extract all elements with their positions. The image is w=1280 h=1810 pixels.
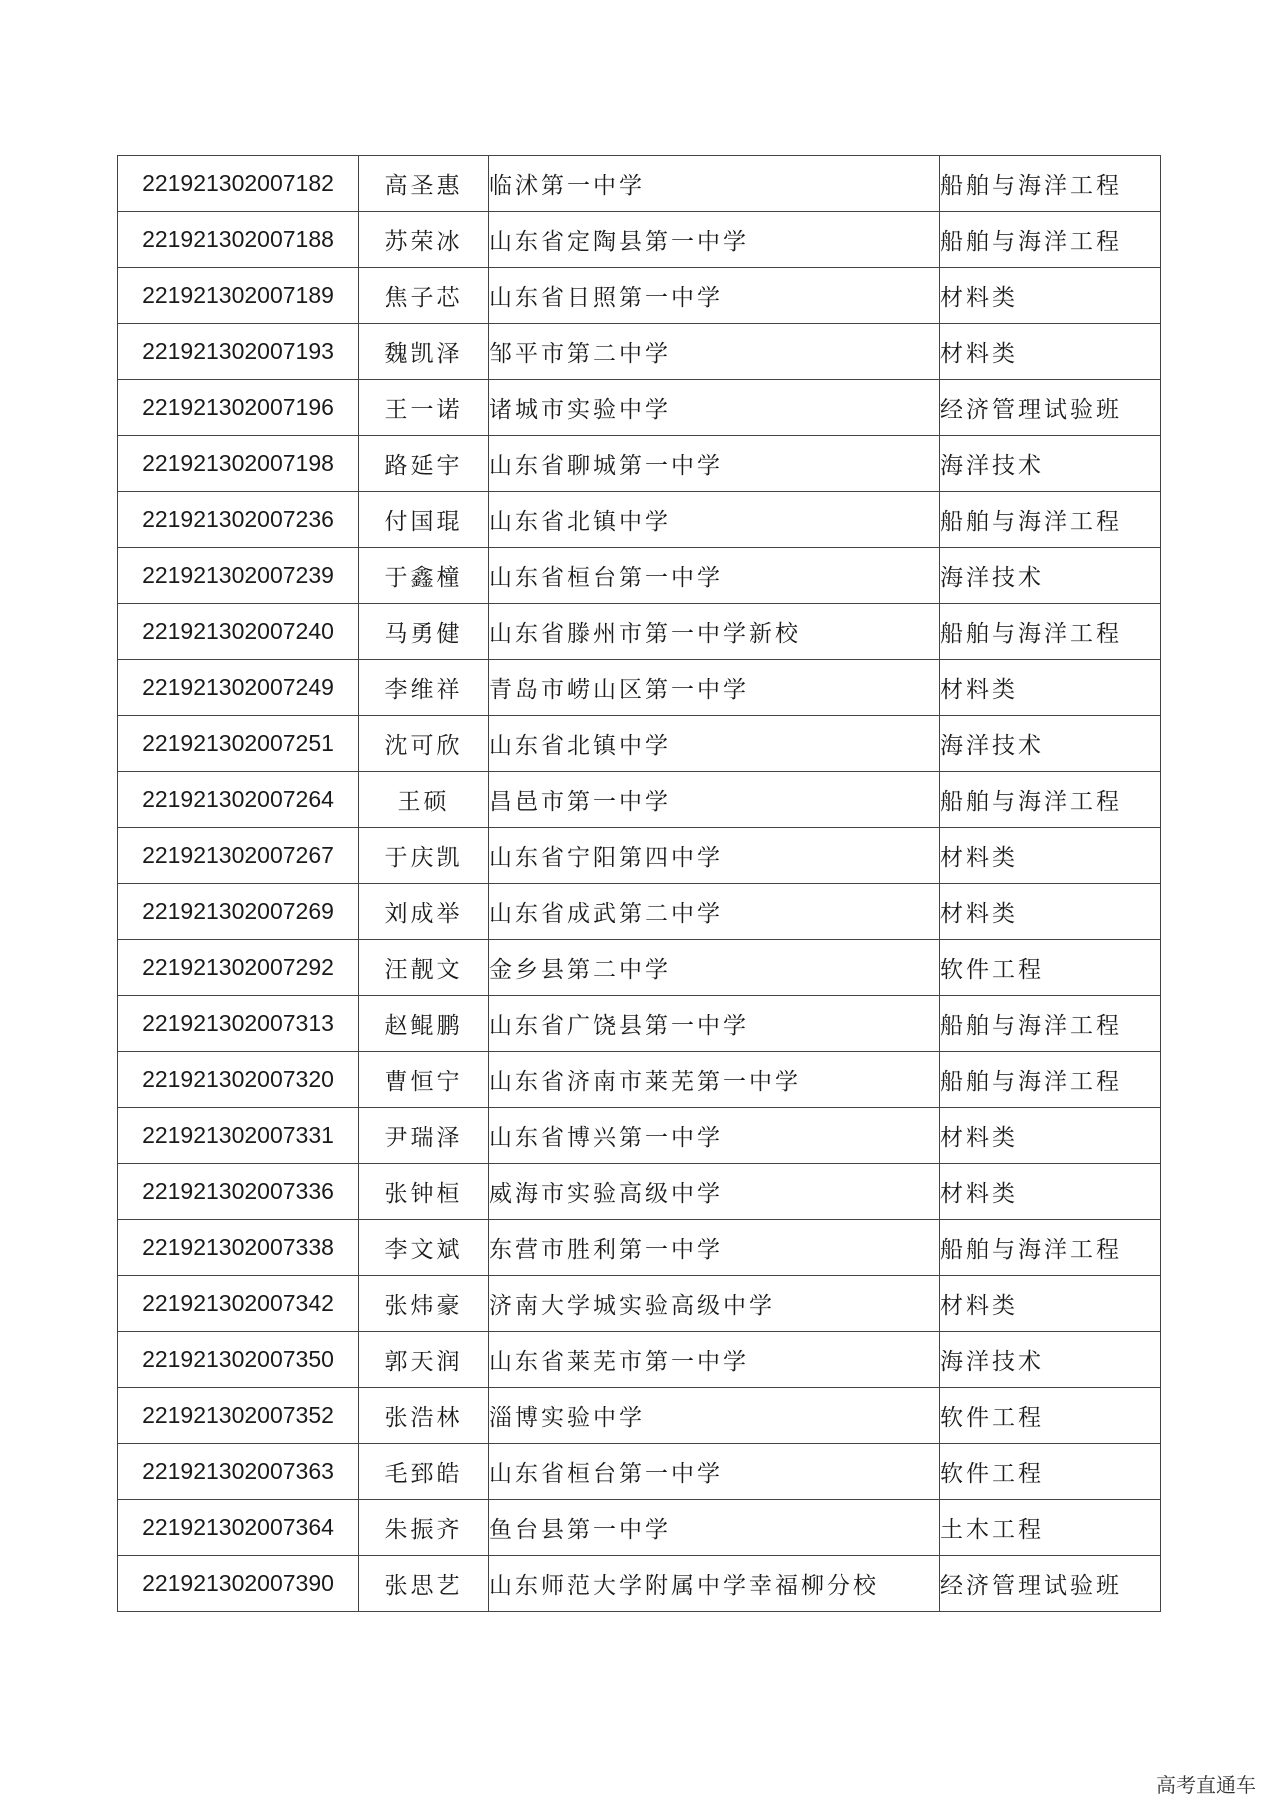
school-name-cell: 诸城市实验中学 <box>489 380 940 436</box>
exam-id-cell: 221921302007269 <box>118 884 359 940</box>
major-cell: 海洋技术 <box>940 548 1161 604</box>
school-name-cell: 山东省日照第一中学 <box>489 268 940 324</box>
table-row <box>118 1332 1161 1388</box>
major-cell: 材料类 <box>940 884 1161 940</box>
major-cell: 船舶与海洋工程 <box>940 996 1161 1052</box>
major-cell: 软件工程 <box>940 1444 1161 1500</box>
student-name-cell: 张浩林 <box>359 1388 489 1444</box>
school-name-cell: 淄博实验中学 <box>489 1388 940 1444</box>
major-cell: 海洋技术 <box>940 1332 1161 1388</box>
student-name-cell: 曹恒宁 <box>359 1052 489 1108</box>
student-name-cell: 尹瑞泽 <box>359 1108 489 1164</box>
school-name-cell: 山东省济南市莱芜第一中学 <box>489 1052 940 1108</box>
major-cell: 材料类 <box>940 660 1161 716</box>
major-cell: 船舶与海洋工程 <box>940 212 1161 268</box>
school-name-cell: 金乡县第二中学 <box>489 940 940 996</box>
student-name-cell: 于庆凯 <box>359 828 489 884</box>
student-name-cell: 张思艺 <box>359 1556 489 1612</box>
major-cell: 材料类 <box>940 268 1161 324</box>
table-row <box>118 716 1161 772</box>
student-name-cell: 张钟桓 <box>359 1164 489 1220</box>
student-name-cell: 赵鲲鹏 <box>359 996 489 1052</box>
major-cell: 材料类 <box>940 1108 1161 1164</box>
table-row <box>118 1500 1161 1556</box>
exam-id-cell: 221921302007251 <box>118 716 359 772</box>
student-name-cell: 王一诺 <box>359 380 489 436</box>
major-cell: 软件工程 <box>940 1388 1161 1444</box>
student-name-cell: 于鑫橦 <box>359 548 489 604</box>
exam-id-cell: 221921302007240 <box>118 604 359 660</box>
exam-id-cell: 221921302007342 <box>118 1276 359 1332</box>
student-name-cell: 李文斌 <box>359 1220 489 1276</box>
student-name-cell: 沈可欣 <box>359 716 489 772</box>
major-cell: 船舶与海洋工程 <box>940 604 1161 660</box>
table-row <box>118 996 1161 1052</box>
exam-id-cell: 221921302007236 <box>118 492 359 548</box>
school-name-cell: 青岛市崂山区第一中学 <box>489 660 940 716</box>
student-name-cell: 马勇健 <box>359 604 489 660</box>
student-name-cell: 张炜豪 <box>359 1276 489 1332</box>
major-cell: 船舶与海洋工程 <box>940 492 1161 548</box>
table-row <box>118 884 1161 940</box>
major-cell: 海洋技术 <box>940 436 1161 492</box>
table-row <box>118 268 1161 324</box>
exam-id-cell: 221921302007182 <box>118 156 359 212</box>
school-name-cell: 山东省北镇中学 <box>489 492 940 548</box>
school-name-cell: 山东省宁阳第四中学 <box>489 828 940 884</box>
school-name-cell: 济南大学城实验高级中学 <box>489 1276 940 1332</box>
major-cell: 船舶与海洋工程 <box>940 156 1161 212</box>
table-row <box>118 324 1161 380</box>
table-body <box>118 156 1161 1612</box>
exam-id-cell: 221921302007313 <box>118 996 359 1052</box>
exam-id-cell: 221921302007267 <box>118 828 359 884</box>
student-name-cell: 李维祥 <box>359 660 489 716</box>
exam-id-cell: 221921302007264 <box>118 772 359 828</box>
exam-id-cell: 221921302007331 <box>118 1108 359 1164</box>
exam-id-cell: 221921302007363 <box>118 1444 359 1500</box>
school-name-cell: 临沭第一中学 <box>489 156 940 212</box>
table-row <box>118 1220 1161 1276</box>
table-row <box>118 1276 1161 1332</box>
table-row <box>118 492 1161 548</box>
document-page <box>117 155 1160 1612</box>
table-row <box>118 156 1161 212</box>
major-cell: 材料类 <box>940 1164 1161 1220</box>
table-row <box>118 1388 1161 1444</box>
exam-id-cell: 221921302007364 <box>118 1500 359 1556</box>
major-cell: 材料类 <box>940 828 1161 884</box>
student-name-cell: 焦子芯 <box>359 268 489 324</box>
school-name-cell: 山东省桓台第一中学 <box>489 1444 940 1500</box>
school-name-cell: 山东省广饶县第一中学 <box>489 996 940 1052</box>
table-row <box>118 1444 1161 1500</box>
major-cell: 软件工程 <box>940 940 1161 996</box>
exam-id-cell: 221921302007338 <box>118 1220 359 1276</box>
major-cell: 船舶与海洋工程 <box>940 1220 1161 1276</box>
student-name-cell: 郭天润 <box>359 1332 489 1388</box>
table-row <box>118 1164 1161 1220</box>
major-cell: 船舶与海洋工程 <box>940 1052 1161 1108</box>
school-name-cell: 山东省北镇中学 <box>489 716 940 772</box>
school-name-cell: 山东师范大学附属中学幸福柳分校 <box>489 1556 940 1612</box>
exam-id-cell: 221921302007350 <box>118 1332 359 1388</box>
major-cell: 经济管理试验班 <box>940 380 1161 436</box>
table-row <box>118 548 1161 604</box>
major-cell: 材料类 <box>940 1276 1161 1332</box>
exam-id-cell: 221921302007189 <box>118 268 359 324</box>
student-name-cell: 高圣惠 <box>359 156 489 212</box>
exam-id-cell: 221921302007188 <box>118 212 359 268</box>
exam-id-cell: 221921302007292 <box>118 940 359 996</box>
school-name-cell: 鱼台县第一中学 <box>489 1500 940 1556</box>
major-cell: 海洋技术 <box>940 716 1161 772</box>
table-row <box>118 828 1161 884</box>
school-name-cell: 威海市实验高级中学 <box>489 1164 940 1220</box>
school-name-cell: 昌邑市第一中学 <box>489 772 940 828</box>
table-row <box>118 1108 1161 1164</box>
exam-id-cell: 221921302007196 <box>118 380 359 436</box>
school-name-cell: 山东省定陶县第一中学 <box>489 212 940 268</box>
major-cell: 土木工程 <box>940 1500 1161 1556</box>
table-row <box>118 772 1161 828</box>
table-row <box>118 1052 1161 1108</box>
student-name-cell: 魏凯泽 <box>359 324 489 380</box>
exam-id-cell: 221921302007336 <box>118 1164 359 1220</box>
major-cell: 材料类 <box>940 324 1161 380</box>
school-name-cell: 邹平市第二中学 <box>489 324 940 380</box>
exam-id-cell: 221921302007239 <box>118 548 359 604</box>
school-name-cell: 山东省博兴第一中学 <box>489 1108 940 1164</box>
exam-id-cell: 221921302007249 <box>118 660 359 716</box>
school-name-cell: 山东省莱芜市第一中学 <box>489 1332 940 1388</box>
exam-id-cell: 221921302007320 <box>118 1052 359 1108</box>
student-name-cell: 汪靓文 <box>359 940 489 996</box>
major-cell: 船舶与海洋工程 <box>940 772 1161 828</box>
table-row <box>118 1556 1161 1612</box>
table-row <box>118 212 1161 268</box>
school-name-cell: 山东省聊城第一中学 <box>489 436 940 492</box>
exam-id-cell: 221921302007352 <box>118 1388 359 1444</box>
table-row <box>118 380 1161 436</box>
table-row <box>118 940 1161 996</box>
student-name-cell: 毛郅皓 <box>359 1444 489 1500</box>
watermark-text: 高考直通车 <box>1156 1773 1256 1797</box>
school-name-cell: 山东省桓台第一中学 <box>489 548 940 604</box>
major-cell: 经济管理试验班 <box>940 1556 1161 1612</box>
student-name-cell: 朱振齐 <box>359 1500 489 1556</box>
table-row <box>118 436 1161 492</box>
table-row <box>118 660 1161 716</box>
exam-id-cell: 221921302007198 <box>118 436 359 492</box>
student-name-cell: 刘成举 <box>359 884 489 940</box>
admission-table <box>117 155 1161 1612</box>
student-name-cell: 付国琨 <box>359 492 489 548</box>
student-name-cell: 路延宇 <box>359 436 489 492</box>
student-name-cell: 王硕 <box>359 772 489 828</box>
table-row <box>118 604 1161 660</box>
school-name-cell: 山东省成武第二中学 <box>489 884 940 940</box>
exam-id-cell: 221921302007193 <box>118 324 359 380</box>
school-name-cell: 山东省滕州市第一中学新校 <box>489 604 940 660</box>
school-name-cell: 东营市胜利第一中学 <box>489 1220 940 1276</box>
exam-id-cell: 221921302007390 <box>118 1556 359 1612</box>
student-name-cell: 苏荣冰 <box>359 212 489 268</box>
